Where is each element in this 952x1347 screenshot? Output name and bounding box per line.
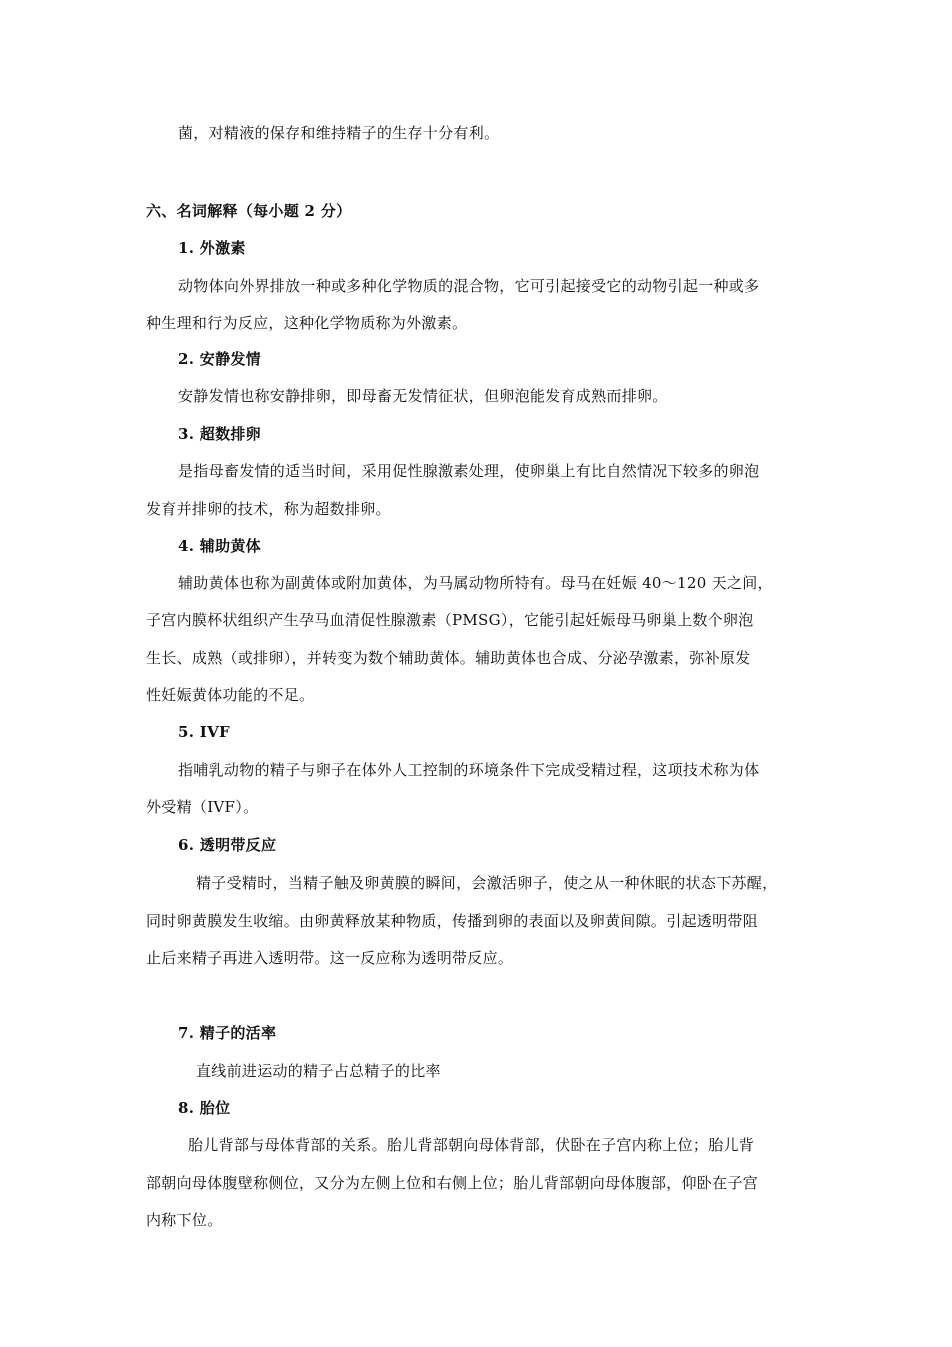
term-body-line: 外受精（IVF）。 [146, 798, 259, 816]
term-body-line: 安静发情也称安静排卵，即母畜无发情征状，但卵泡能发育成熟而排卵。 [178, 387, 668, 405]
term-body-line: 种生理和行为反应，这种化学物质称为外激素。 [146, 314, 468, 332]
term-body-line: 发育并排卵的技术，称为超数排卵。 [146, 500, 391, 518]
term-body-line: 直线前进运动的精子占总精子的比率 [196, 1062, 441, 1080]
term-body-line: 子宫内膜杯状组织产生孕马血清促性腺激素（PMSG），它能引起妊娠母马卵巢上数个卵泡 [146, 611, 754, 629]
term-heading: 7. 精子的活率 [178, 1024, 277, 1042]
term-body-line: 指哺乳动物的精子与卵子在体外人工控制的环境条件下完成受精过程，这项技术称为体 [178, 761, 760, 779]
term-heading: 6. 透明带反应 [178, 836, 277, 854]
term-heading: 4. 辅助黄体 [178, 537, 261, 555]
term-heading: 2. 安静发情 [178, 350, 261, 368]
term-body-line: 是指母畜发情的适当时间，采用促性腺激素处理，使卵巢上有比自然情况下较多的卵泡 [178, 462, 760, 480]
term-body-line: 部朝向母体腹壁称侧位，又分为左侧上位和右侧上位；胎儿背部朝向母体腹部，仰卧在子宫 [146, 1174, 759, 1192]
term-body-line: 辅助黄体也称为副黄体或附加黄体，为马属动物所特有。母马在妊娠 40～120 天之间， [178, 574, 773, 592]
term-heading: 5. IVF [178, 723, 230, 741]
term-body-line: 动物体向外界排放一种或多种化学物质的混合物，它可引起接受它的动物引起一种或多 [178, 277, 760, 295]
term-body-line: 同时卵黄膜发生收缩。由卵黄释放某种物质，传播到卵的表面以及卵黄间隙。引起透明带阻 [146, 912, 759, 930]
term-body-line: 胎儿背部与母体背部的关系。胎儿背部朝向母体背部，伏卧在子宫内称上位；胎儿背 [188, 1136, 755, 1154]
term-heading: 1. 外激素 [178, 239, 246, 257]
section-title: 六、名词解释（每小题 2 分） [146, 202, 352, 220]
term-body-line: 生长、成熟（或排卵），并转变为数个辅助黄体。辅助黄体也合成、分泌孕激素，弥补原发 [146, 649, 751, 667]
term-heading: 3. 超数排卵 [178, 425, 261, 443]
term-body-line: 性妊娠黄体功能的不足。 [146, 686, 315, 704]
term-body-line: 精子受精时，当精子触及卵黄膜的瞬间，会激活卵子，使之从一种休眠的状态下苏醒， [196, 874, 778, 892]
term-body-line: 内称下位。 [146, 1211, 223, 1229]
term-heading: 8. 胎位 [178, 1099, 231, 1117]
continuation-text: 菌，对精液的保存和维持精子的生存十分有利。 [178, 124, 500, 142]
term-body-line: 止后来精子再进入透明带。这一反应称为透明带反应。 [146, 949, 514, 967]
